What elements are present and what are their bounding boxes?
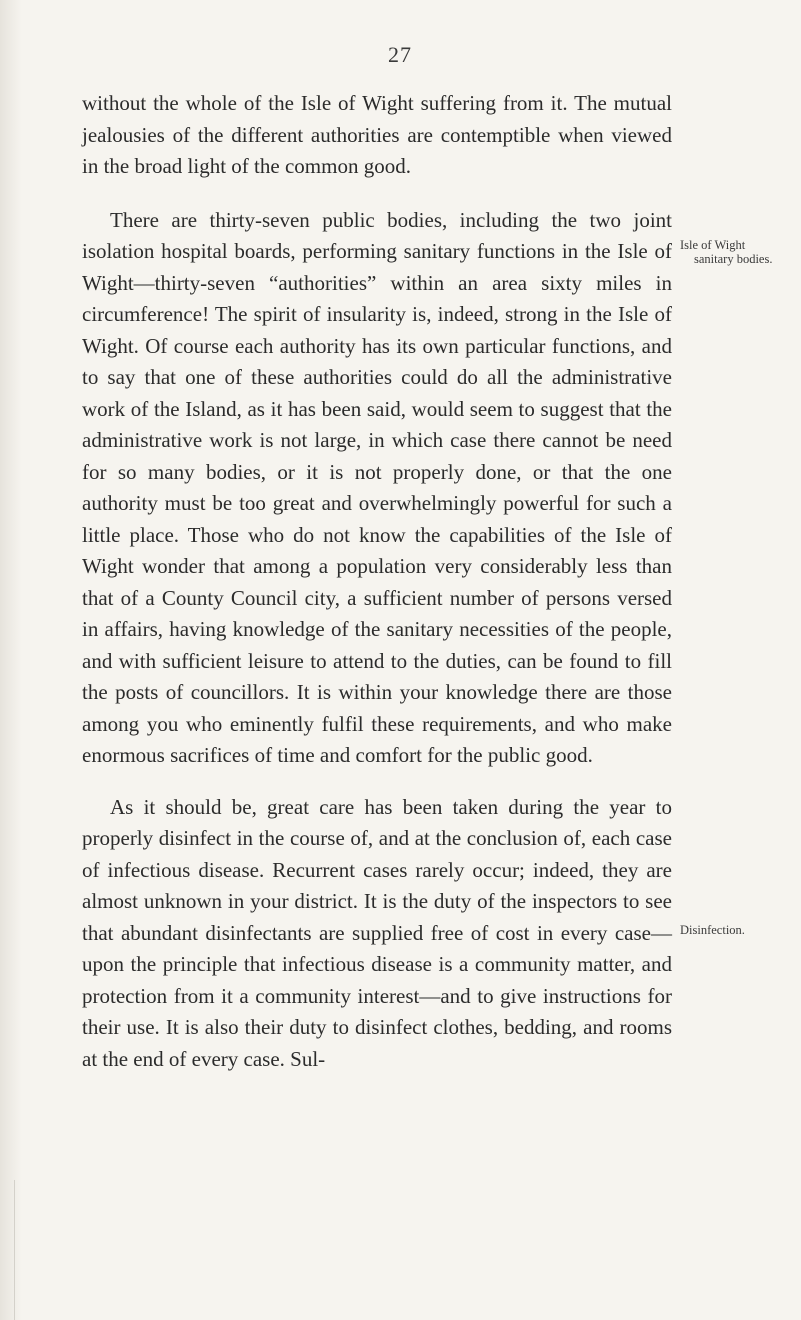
paragraph-sanitary-bodies: There are thirty-seven public bodies, including the two joint isolation hospital boards, performing sanitary functions in the Isle of Wight—thirty-seven “authorities” within an area sixty miles in circumference! The spirit of insularity is, indeed, strong in the Isle of Wight. Of course each authority has its own particular functions, and to say that one of these authorities could do all the administrative work of the Island, as it has been said, would seem to suggest that the administrative work is not large, in which case there cannot be need for so many bodies, or it is not properly done, or that the one authority must be too great and overwhelmingly powerful for such a little place. Those who do not know the capabilities of the Isle of Wight wonder that among a population very considerably less than that of a County Council city, a sufficient number of persons versed in affairs, having knowledge of the sanitary necessities of the people, and with sufficient leisure to attend to the duties, can be found to fill the posts of councillors. It is within your knowledge there are those among you who eminently fulfil these requirements, and who make enormous sacrifices of time and comfort for the public good. — [82, 207, 672, 767]
body-text — [82, 88, 672, 1075]
page-fold-line — [14, 1180, 15, 1320]
paragraph-disinfection: As it should be, great care has been taken during the year to properly disinfect in the course of, and at the conclusion of, each case of infectious disease. Recurrent cases rarely occur; indeed, they are almost unknown in your district. It is the duty of the inspectors to see that abundant disinfectants are supplied free of cost in every case—upon the principle that infectious disease is a community matter, and protection from it a community interest—and to give instructions for their use. It is also their duty to disinfect clothes, bedding, and rooms at the end of every case. Sul- — [82, 794, 672, 1071]
margin-note-isle-of-wight — [680, 238, 800, 266]
margin-note-line: sanitary bodies. — [694, 252, 773, 266]
paragraph-continuation: without the whole of the Isle of Wight suffering from it. The mutual jealousies of the different authorities are contemptible when viewed in the broad light of the common good. — [82, 91, 672, 178]
margin-note-line: Isle of Wight — [680, 238, 746, 252]
page-edge-shadow — [0, 0, 22, 1320]
margin-note-disinfection: Disinfection. — [680, 923, 745, 937]
page-number: 27 — [388, 42, 412, 67]
